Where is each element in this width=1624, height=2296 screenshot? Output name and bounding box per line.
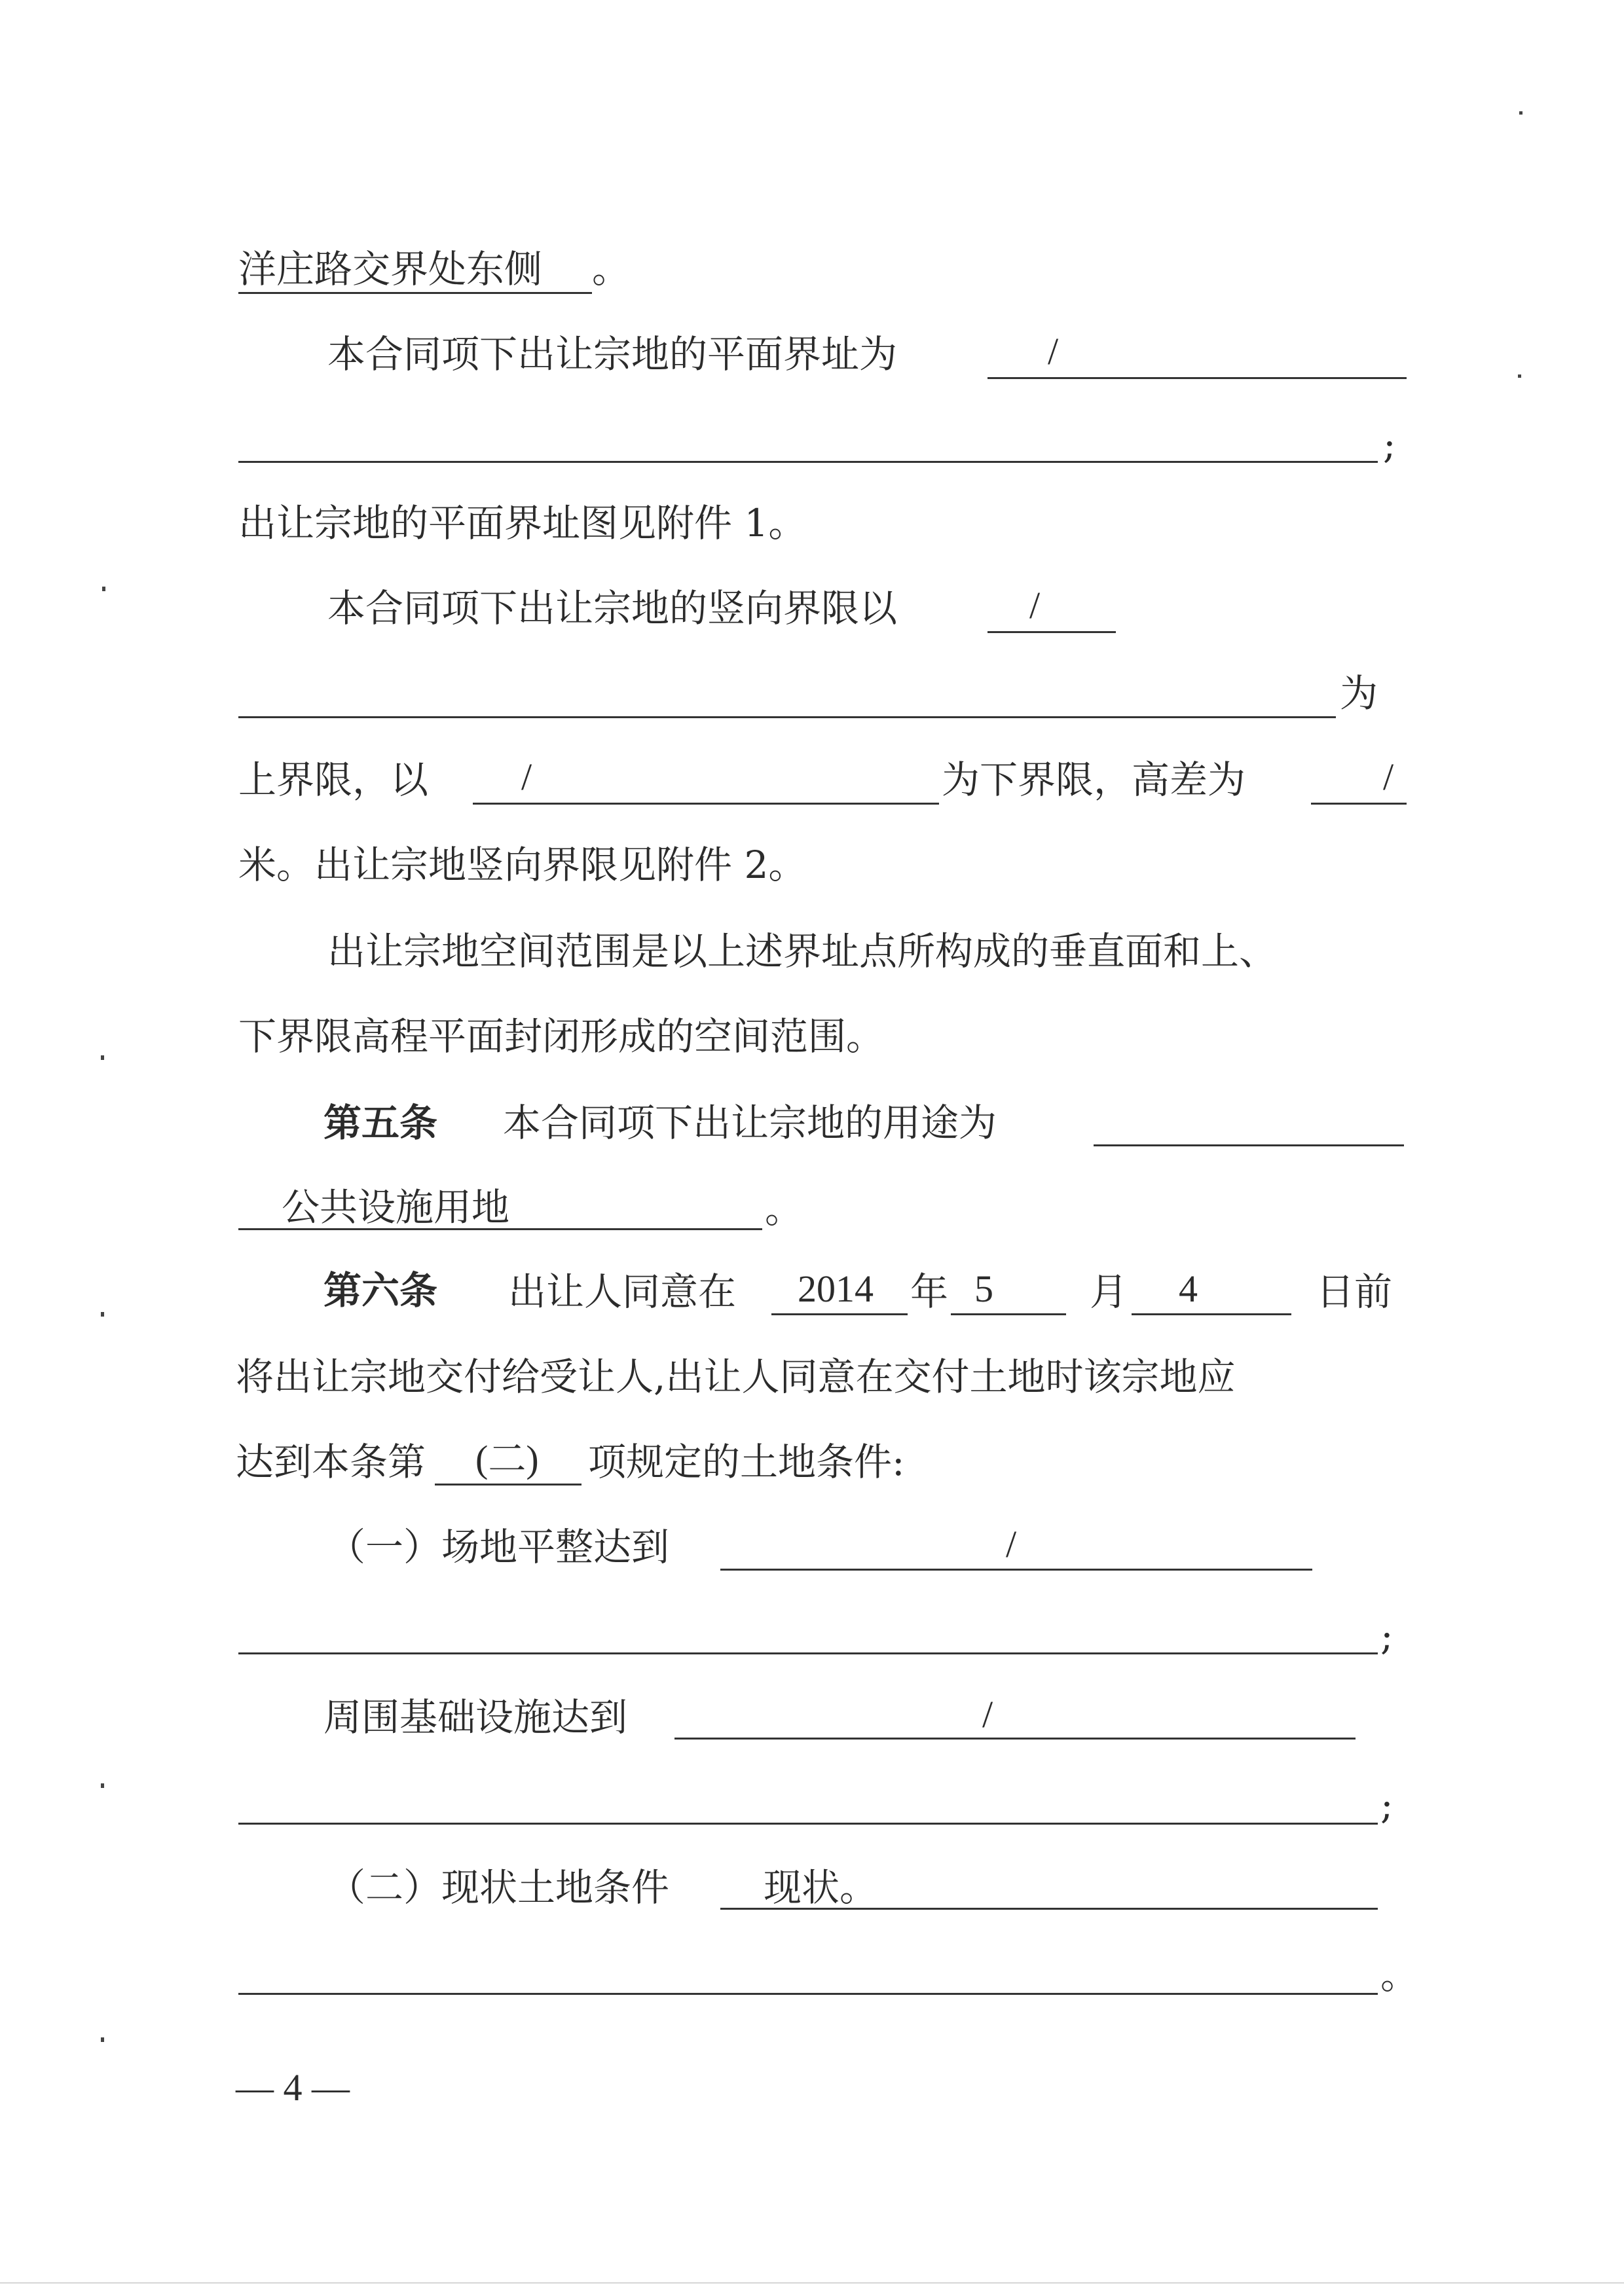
condition-2-label: （二）现状土地条件 — [327, 1865, 670, 1910]
scan-speck — [101, 1783, 104, 1788]
article-6-line-3-post: 项规定的土地条件: — [588, 1440, 905, 1484]
article-6-text: 出让人同意在 — [508, 1269, 737, 1314]
vertical-boundary-text: 本合同项下出让宗地的竖向界限以 — [327, 586, 898, 630]
scan-speck — [101, 1312, 104, 1317]
semicolon: ; — [1383, 422, 1396, 467]
infrastructure-blank — [674, 1738, 1356, 1740]
day-unit: 日前 — [1316, 1269, 1393, 1314]
current-condition-fill: 现状。 — [764, 1865, 878, 1910]
height-diff-blank — [1311, 803, 1407, 805]
scan-speck — [101, 1055, 104, 1060]
space-range-line-2: 下界限高程平面封闭形成的空间范围。 — [238, 1014, 885, 1059]
lower-limit-text: 为下界限，高差为 — [942, 757, 1246, 802]
year-blank — [771, 1313, 908, 1315]
plan-boundary-blank — [987, 377, 1407, 379]
month-fill: 5 — [974, 1267, 993, 1310]
infrastructure-label: 周围基础设施达到 — [323, 1695, 628, 1740]
article-5-text: 本合同项下出让宗地的用途为 — [503, 1101, 997, 1145]
month-unit: 月 — [1090, 1269, 1128, 1314]
scan-speck — [1519, 111, 1522, 115]
address-continuation: 洋庄路交界处东侧 — [238, 247, 543, 291]
year-fill: 2014 — [798, 1267, 874, 1310]
lower-limit-blank — [473, 803, 939, 805]
item-fill: (二) — [475, 1438, 539, 1480]
address-underline — [238, 292, 592, 294]
article-6-label: 第六条 — [323, 1268, 438, 1313]
page-number: — 4 — — [236, 2066, 350, 2109]
scan-edge-bottom — [0, 2282, 1624, 2284]
height-diff-fill: / — [1383, 756, 1394, 798]
site-leveling-blank-2 — [238, 1652, 1378, 1654]
plan-boundary-blank-2 — [238, 461, 1378, 463]
land-use-fill: 公共设施用地 — [282, 1186, 510, 1229]
period: 。 — [592, 247, 631, 291]
day-fill: 4 — [1179, 1267, 1198, 1310]
lower-limit-fill: / — [521, 756, 532, 798]
space-range-line-1: 出让宗地空间范围是以上述界址点所构成的垂直面和上、 — [327, 929, 1278, 974]
vertical-boundary-attachment: 米。出让宗地竖向界限见附件 2。 — [238, 843, 807, 887]
vertical-boundary-fill: / — [1029, 584, 1041, 627]
period: 。 — [1380, 1953, 1419, 1997]
infrastructure-fill: / — [982, 1693, 993, 1736]
semicolon: ; — [1380, 1614, 1393, 1658]
scan-speck — [101, 2037, 104, 2042]
land-use-blank — [1094, 1144, 1404, 1146]
current-condition-blank-2 — [238, 1993, 1378, 1995]
vertical-boundary-blank-2 — [238, 716, 1336, 718]
vertical-boundary-blank — [987, 631, 1116, 633]
scan-speck — [102, 587, 105, 591]
plan-boundary-attachment: 出让宗地的平面界址图见附件 1。 — [238, 501, 807, 545]
plan-boundary-text: 本合同项下出让宗地的平面界址为 — [327, 332, 898, 376]
article-6-line-3-pre: 达到本条第 — [236, 1440, 426, 1484]
site-leveling-fill: / — [1006, 1523, 1017, 1565]
period: 。 — [765, 1187, 803, 1231]
land-use-blank-2 — [238, 1228, 762, 1230]
month-blank — [951, 1313, 1066, 1315]
condition-1-label: （一）场地平整达到 — [327, 1525, 670, 1569]
article-5-label: 第五条 — [323, 1101, 438, 1145]
year-unit: 年 — [910, 1269, 949, 1314]
plan-boundary-fill: / — [1048, 330, 1059, 373]
scan-speck — [1518, 374, 1521, 378]
item-blank — [435, 1484, 581, 1485]
article-6-line-2: 将出让宗地交付给受让人,出让人同意在交付土地时该宗地应 — [236, 1355, 1236, 1399]
infrastructure-blank-2 — [238, 1823, 1378, 1825]
upper-limit-text: 上界限，以 — [238, 757, 429, 802]
site-leveling-blank — [720, 1569, 1312, 1571]
wei-text: 为 — [1340, 671, 1378, 716]
day-blank — [1132, 1313, 1291, 1315]
semicolon: ; — [1380, 1783, 1393, 1827]
